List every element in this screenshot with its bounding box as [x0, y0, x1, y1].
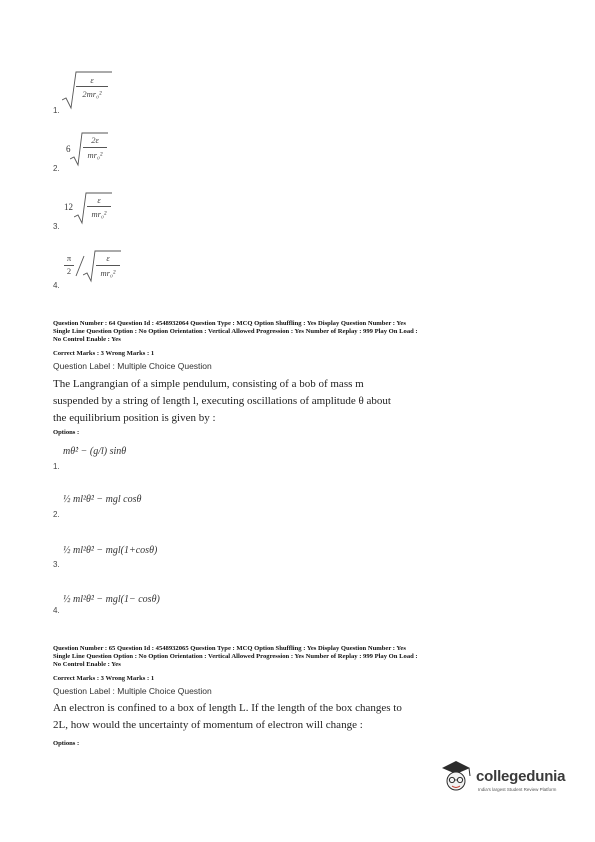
coefficient-denominator: 2: [66, 266, 72, 276]
logo-wordmark: collegedunia: [476, 768, 566, 785]
option-number: 1.: [53, 106, 60, 115]
fraction-numerator: 2ε: [91, 135, 99, 145]
fraction-denominator: mr₀²: [91, 209, 107, 219]
q65-question-label: Question Label : Multiple Choice Question: [53, 686, 212, 696]
q65-marks: Correct Marks : 3 Wrong Marks : 1: [53, 675, 155, 682]
coefficient: 6: [66, 144, 71, 154]
q64-options-heading: Options :: [53, 429, 80, 436]
q64-option-4-expr: ½ ml²θ̇² − mgl(1− cosθ): [63, 594, 160, 605]
fraction-bar: [96, 265, 120, 266]
q64-option-2-number: 2.: [53, 510, 60, 519]
q64-text-line-2: suspended by a string of length l, executing oscillations of amplitude θ about: [53, 395, 391, 407]
coefficient-numerator: π: [66, 253, 72, 263]
q64-text-line-1: The Langrangian of a simple pendulum, consisting of a bob of mass m: [53, 378, 364, 390]
fraction-numerator: ε: [106, 253, 110, 263]
q64-option-3-expr: ½ ml²θ̇² − mgl(1+cosθ): [63, 545, 158, 556]
q65-text-line-2: 2L, how would the uncertainty of momentum of electron will change :: [53, 719, 363, 731]
option-number: 2.: [53, 164, 60, 173]
q64-option-4-number: 4.: [53, 606, 60, 615]
fraction-bar: [87, 206, 111, 207]
fraction-numerator: ε: [97, 195, 101, 205]
q64-option-1-number: 1.: [53, 462, 60, 471]
q64-option-1-expr: mθ̇² − (g/l) sinθ: [63, 446, 127, 457]
fraction-denominator: mr₀²: [87, 150, 103, 160]
coefficient: 12: [64, 202, 73, 212]
q64-text-line-3: the equilibrium position is given by :: [53, 412, 216, 424]
collegedunia-logo: [438, 760, 566, 800]
fraction-denominator: 2mr₀²: [82, 89, 102, 99]
q64-meta-line-3: No Control Enable : Yes: [53, 336, 121, 343]
mascot-icon: [438, 760, 474, 794]
logo-tagline: India's largest Student Review Platform: [478, 787, 557, 792]
fraction-bar: [83, 147, 107, 148]
q64-marks: Correct Marks : 3 Wrong Marks : 1: [53, 350, 155, 357]
q64-meta-line-2: Single Line Question Option : No Option Orientation : Vertical Allowed Progression : Yes Number of Replay : 999 Play On Load :: [53, 328, 418, 335]
q64-option-3-number: 3.: [53, 560, 60, 569]
q64-option-2-expr: ½ ml²θ̇² − mgl cosθ: [63, 494, 142, 505]
fraction-bar: [76, 86, 108, 87]
fraction-denominator: mr₀²: [100, 268, 116, 278]
fraction-numerator: ε: [90, 75, 94, 85]
q65-meta-line-1: Question Number : 65 Question Id : 4548932065 Question Type : MCQ Option Shuffling : Yes Display Question Number : Yes: [53, 645, 406, 652]
q65-options-heading: Options :: [53, 740, 80, 747]
q65-text-line-1: An electron is confined to a box of length L. If the length of the box changes to: [53, 702, 402, 714]
option-number: 3.: [53, 222, 60, 231]
q65-meta-line-3: No Control Enable : Yes: [53, 661, 121, 668]
option-number: 4.: [53, 281, 60, 290]
q64-question-label: Question Label : Multiple Choice Question: [53, 361, 212, 371]
q65-meta-line-2: Single Line Question Option : No Option Orientation : Vertical Allowed Progression : Yes Number of Replay : 999 Play On Load :: [53, 653, 418, 660]
q64-meta-line-1: Question Number : 64 Question Id : 4548932064 Question Type : MCQ Option Shuffling : Yes Display Question Number : Yes: [53, 320, 406, 327]
